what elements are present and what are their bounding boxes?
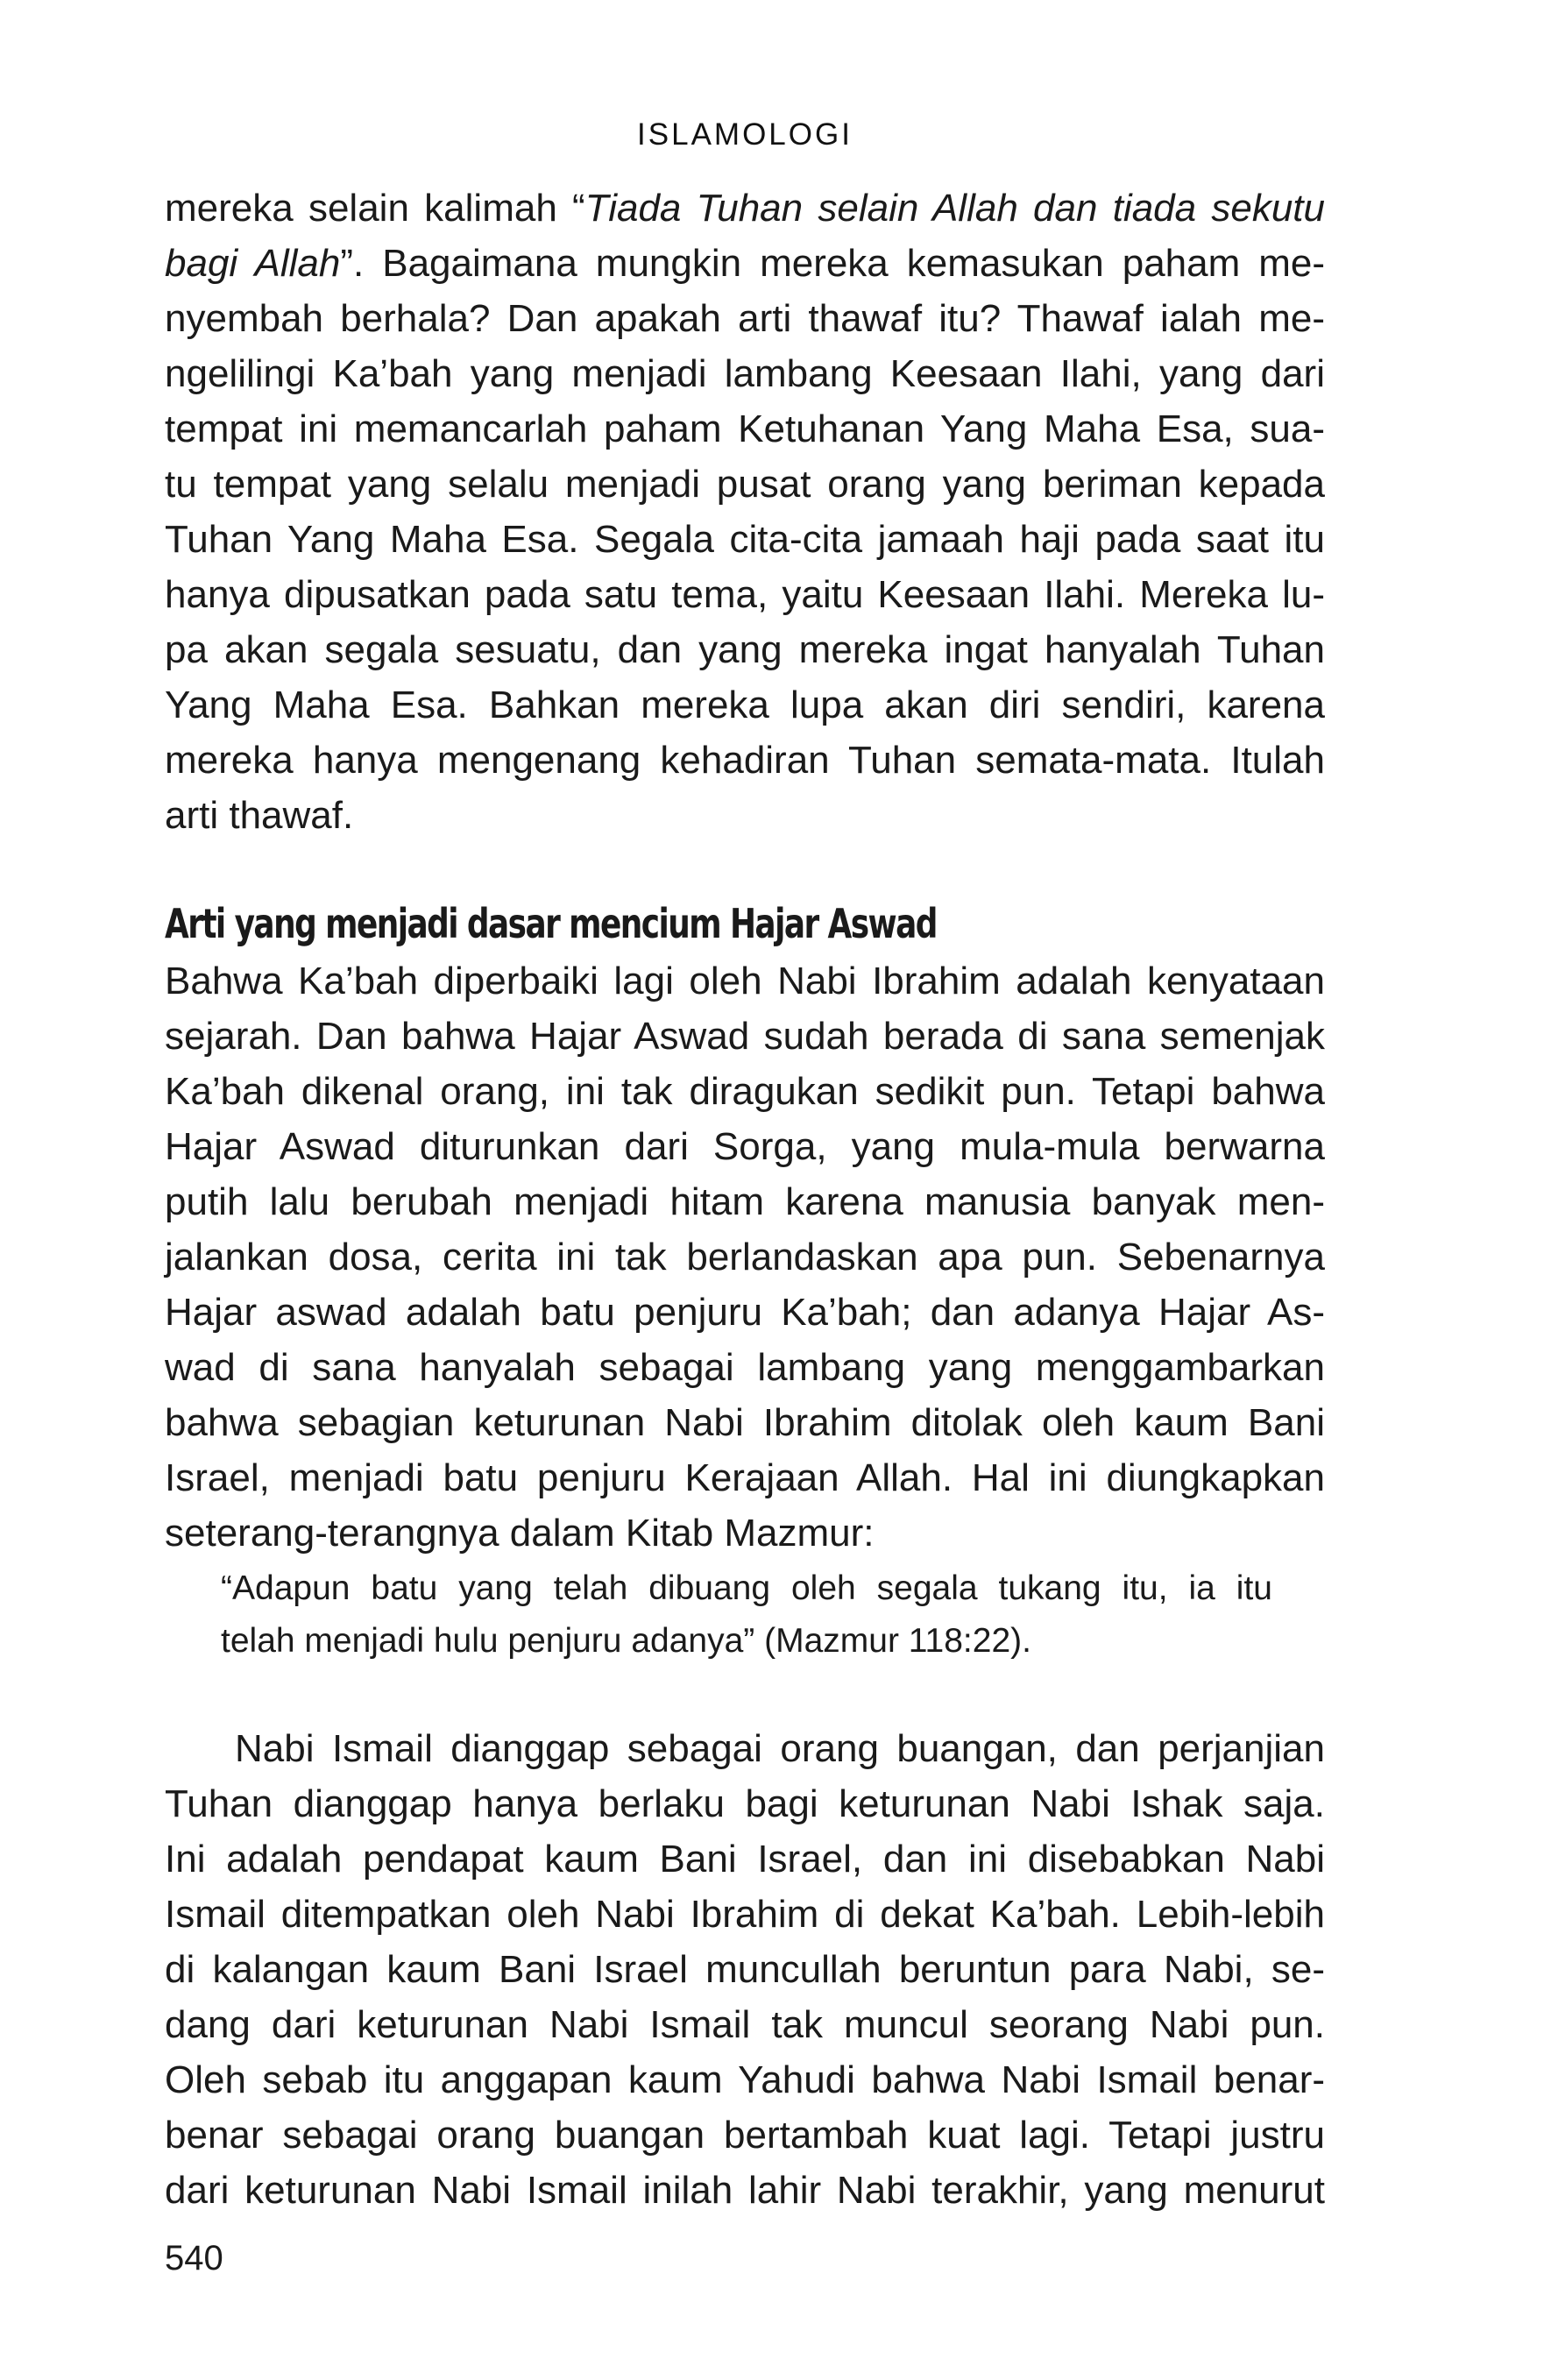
text-line: di kalangan kaum Bani Israel muncullah beruntun para Nabi, se- (165, 1948, 1325, 1991)
text-line: nyembah berhala? Dan apakah arti thawaf itu? Thawaf ialah me- (165, 297, 1325, 340)
text-line: Oleh sebab itu anggapan kaum Yahudi bahwa Nabi Ismail benar- (165, 2058, 1325, 2101)
text-line: Hajar aswad adalah batu penjuru Ka’bah; dan adanya Hajar As- (165, 1291, 1325, 1334)
text-line: bagi Allah”. Bagaimana mungkin mereka kemasukan paham me- (165, 242, 1326, 285)
text-line: dang dari keturunan Nabi Ismail tak muncul seorang Nabi pun. (165, 2003, 1325, 2046)
text-line: benar sebagai orang buangan bertambah kuat lagi. Tetapi justru (165, 2114, 1325, 2157)
text-line: Yang Maha Esa. Bahkan mereka lupa akan diri sendiri, karena (165, 684, 1325, 726)
text-line: Nabi Ismail dianggap sebagai orang buangan, dan perjanjian (235, 1727, 1325, 1770)
section-heading: Arti yang menjadi dasar mencium Hajar Aswad (165, 900, 937, 947)
text-line: tu tempat yang selalu menjadi pusat orang yang beriman kepada (165, 463, 1325, 506)
text-line: wad di sana hanyalah sebagai lambang yang menggambarkan (165, 1346, 1325, 1389)
text-line: mereka hanya mengenang kehadiran Tuhan semata-mata. Itulah (165, 739, 1325, 782)
block-quote (221, 1562, 1272, 1668)
paragraph-hajar-aswad (165, 953, 1325, 1561)
text-line: Hajar Aswad diturunkan dari Sorga, yang mula-mula berwarna (165, 1125, 1325, 1168)
running-header: ISLAMOLOGI (637, 117, 853, 152)
quote-line: “Adapun batu yang telah dibuang oleh segala tukang itu, ia itu (221, 1569, 1272, 1607)
quote-line: telah menjadi hulu penjuru adanya” (Mazmur 118:22). (221, 1622, 1031, 1660)
text-line: tempat ini memancarlah paham Ketuhanan Yang Maha Esa, sua- (165, 407, 1325, 450)
text-line: arti thawaf. (165, 794, 354, 837)
page-number: 540 (165, 2239, 223, 2277)
text-line: bahwa sebagian keturunan Nabi Ibrahim ditolak oleh kaum Bani (165, 1401, 1325, 1444)
paragraph-thawaf (165, 181, 1325, 843)
text-line: Tuhan Yang Maha Esa. Segala cita-cita jamaah haji pada saat itu (165, 518, 1325, 561)
text-line: pa akan segala sesuatu, dan yang mereka ingat hanyalah Tuhan (165, 628, 1325, 671)
text-line: Tuhan dianggap hanya berlaku bagi keturunan Nabi Ishak saja. (165, 1782, 1325, 1825)
text-line: ngelilingi Ka’bah yang menjadi lambang Keesaan Ilahi, yang dari (165, 352, 1325, 395)
text-line: jalankan dosa, cerita ini tak berlandaskan apa pun. Sebenarnya (165, 1236, 1325, 1279)
text-line: mereka selain kalimah “Tiada Tuhan selain Allah dan tiada sekutu (165, 187, 1325, 230)
text-line: Bahwa Ka’bah diperbaiki lagi oleh Nabi Ibrahim adalah kenyataan (165, 960, 1325, 1002)
text-line: seterang-terangnya dalam Kitab Mazmur: (165, 1512, 875, 1555)
text-line: Israel, menjadi batu penjuru Kerajaan Allah. Hal ini diungkapkan (165, 1456, 1325, 1499)
text-line: Ismail ditempatkan oleh Nabi Ibrahim di dekat Ka’bah. Lebih-lebih (165, 1893, 1325, 1936)
text-line: Ka’bah dikenal orang, ini tak diragukan sedikit pun. Tetapi bahwa (165, 1070, 1325, 1113)
text-line: Ini adalah pendapat kaum Bani Israel, dan ini disebabkan Nabi (165, 1838, 1325, 1881)
paragraph-nabi-ismail (165, 1721, 1325, 2218)
text-line: dari keturunan Nabi Ismail inilah lahir Nabi terakhir, yang menurut (165, 2169, 1325, 2212)
text-line: hanya dipusatkan pada satu tema, yaitu Keesaan Ilahi. Mereka lu- (165, 573, 1325, 616)
text-line: sejarah. Dan bahwa Hajar Aswad sudah berada di sana semenjak (165, 1015, 1325, 1058)
text-line: putih lalu berubah menjadi hitam karena manusia banyak men- (165, 1180, 1325, 1223)
